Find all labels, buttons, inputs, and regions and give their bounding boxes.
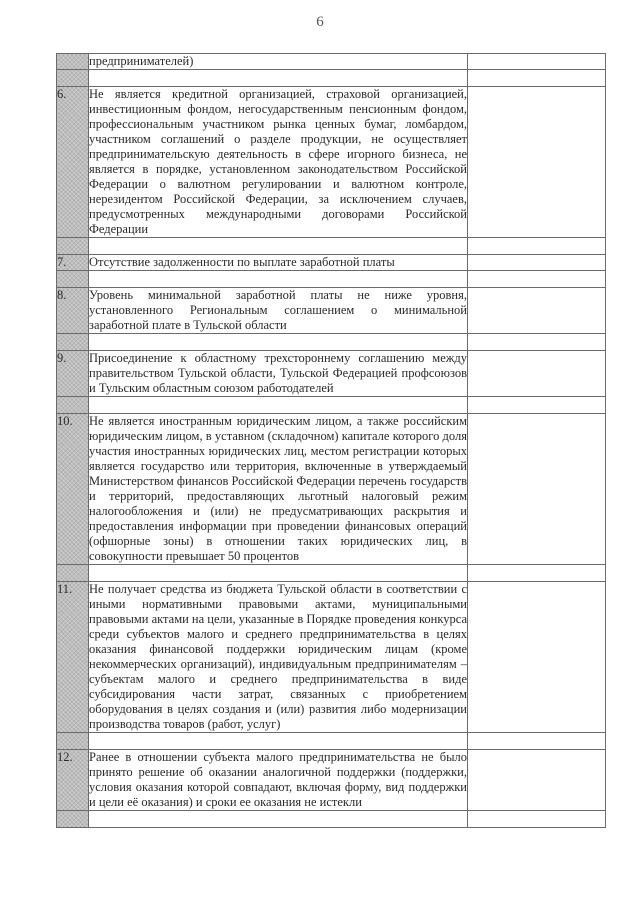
- answer-cell: [468, 54, 606, 70]
- criteria-table: [56, 53, 606, 828]
- table-row-spacer: [57, 733, 606, 750]
- answer-cell: [468, 414, 606, 565]
- table-row: [57, 288, 606, 334]
- criterion-text: Не является кредитной организацией, страховой организацией, инвестиционным фондом, негосударственным пенсионным фондом, профессиональным участником рынка ценных бумаг, ломбардом, участником соглашений о разделе продукции, не осуществляет предпринимательскую деятельность в сфере игорного бизнеса, не является в порядке, установленном законодательством Российской Федерации о валютном регулировании и валютном контроле, нерезидентом Российской Федерации, за исключением случаев, предусмотренных международными договорами Российской Федерации: [89, 87, 467, 236]
- table-row-spacer: [57, 238, 606, 255]
- table-row-spacer: [57, 334, 606, 351]
- criterion-text: предпринимателей): [89, 54, 468, 70]
- criterion-text: Отсутствие задолженности по выплате заработной платы: [89, 255, 468, 271]
- answer-cell: [468, 255, 606, 271]
- row-number: 8.: [57, 288, 89, 334]
- answer-cell: [468, 87, 606, 238]
- answer-cell: [468, 750, 606, 811]
- row-number: 7.: [57, 255, 89, 271]
- answer-cell: [468, 351, 606, 397]
- table-row-spacer: [57, 271, 606, 288]
- page-number: 6: [316, 14, 324, 30]
- table-row: [57, 255, 606, 271]
- table-row: [57, 351, 606, 397]
- table-row: [57, 414, 606, 565]
- table-row-spacer: [57, 397, 606, 414]
- table-row-spacer: [57, 565, 606, 582]
- table-row: [57, 54, 606, 70]
- table-row: [57, 750, 606, 811]
- criterion-text: Не является иностранным юридическим лицом, а также российским юридическим лицом, в уставном (складочном) капитале которого доля участия иностранных юридических лиц, местом регистрации которых является государство или территория, включенные в утверждаемый Министерством финансов Российской Федерации перечень государств и территорий, предоставляющих льготный налоговый режим налогообложения и (или) не предусматривающих раскрытия и предоставления информации при проведении финансовых операций (офшорные зоны) в отношении таких юридических лиц, в совокупности превышает 50 процентов: [89, 414, 467, 563]
- criterion-text: Присоединение к областному трехстороннему соглашению между правительством Тульской области, Тульской Федерацией профсоюзов и Тульским областным союзом работодателей: [89, 351, 467, 395]
- row-number: 9.: [57, 351, 89, 397]
- row-number: 11.: [57, 582, 89, 733]
- row-number: 12.: [57, 750, 89, 811]
- criterion-text: Ранее в отношении субъекта малого предпринимательства не было принято решение об оказании аналогичной поддержки (поддержки, условия оказания которой совпадают, включая форму, вид поддержки и цели её оказания) и сроки ее оказания не истекли: [89, 750, 467, 809]
- table-row-spacer: [57, 811, 606, 828]
- table-row: [57, 87, 606, 238]
- table-row-spacer: [57, 70, 606, 87]
- criterion-text: Уровень минимальной заработной платы не ниже уровня, установленного Региональным соглашением о минимальной заработной плате в Тульской области: [89, 288, 467, 332]
- row-number: 10.: [57, 414, 89, 565]
- answer-cell: [468, 288, 606, 334]
- table-row: [57, 582, 606, 733]
- answer-cell: [468, 582, 606, 733]
- criterion-text: Не получает средства из бюджета Тульской области в соответствии с иными нормативными правовыми актами, муниципальными правовыми актами на цели, указанные в Порядке проведения конкурса среди субъектов малого и среднего предпринимательства в целях оказания финансовой поддержки юридическим лицам (кроме некоммерческих организаций), индивидуальным предпринимателям – субъектам малого и среднего предпринимательства в виде субсидирования части затрат, связанных с приобретением оборудования в целях создания и (или) развития либо модернизации производства товаров (работ, услуг): [89, 582, 468, 731]
- row-number: [57, 54, 89, 70]
- row-number: 6.: [57, 87, 89, 238]
